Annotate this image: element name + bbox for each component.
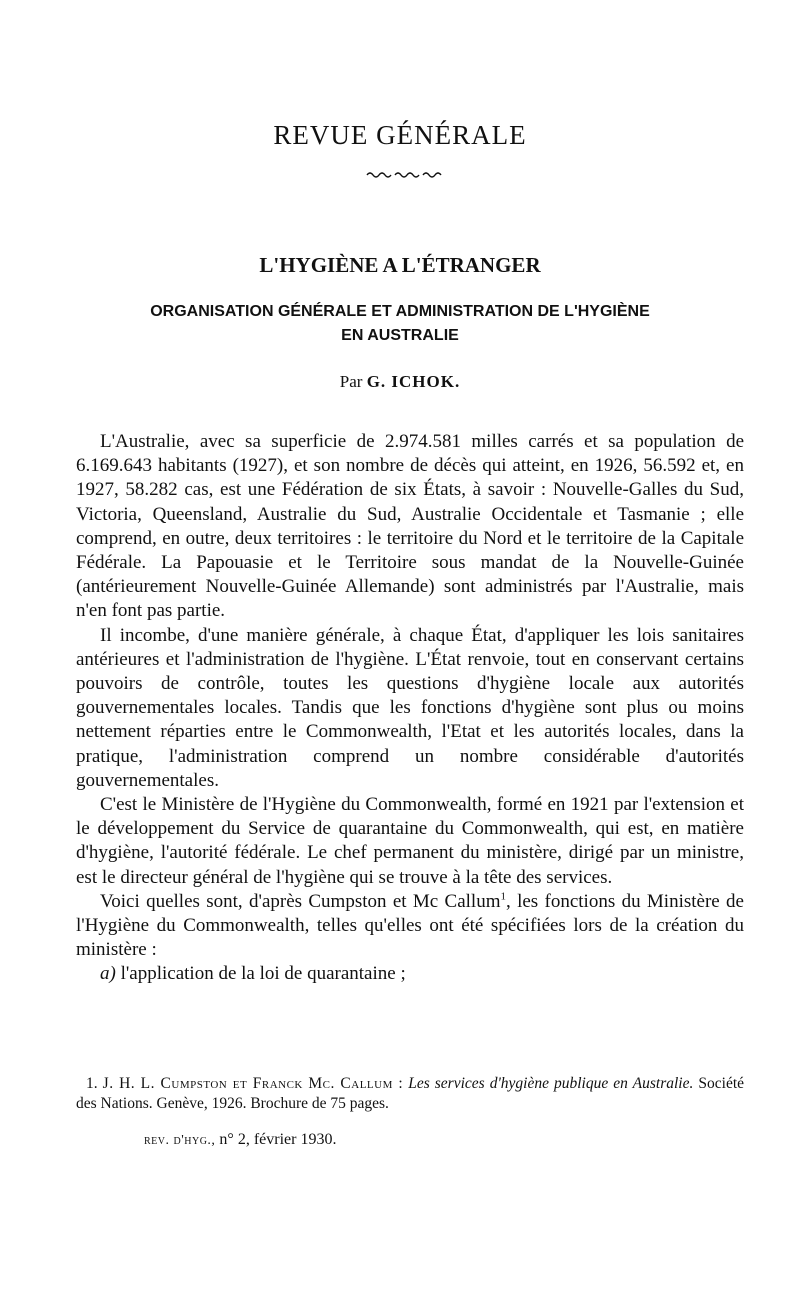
footnote-number: 1. [86, 1075, 98, 1092]
byline-prefix: Par [339, 372, 363, 391]
paragraph-4-text-b: , les fonctions du Ministère de l'Hygiène du Commonwealth, telles qu'elles ont été spécifiées lors de la création du ministère : [76, 890, 744, 961]
author-name: G. ICHOK. [366, 372, 461, 391]
subtitle-line-1: ORGANISATION GÉNÉRALE ET ADMINISTRATION DE L'HYGIÈNE [150, 303, 650, 320]
list-item-a-text: l'application de la loi de quarantaine ; [120, 963, 406, 985]
footnote [76, 1074, 744, 1114]
paragraph-1: L'Australie, avec sa superficie de 2.974.581 milles carrés et sa population de 6.169.643 habitants (1927), et son nombre de décès qui atteint, en 1926, 56.592 et, en 1927, 58.282 cas, est une Fédération de six États, à savoir : Nouvelle-Galles du Sud, Victoria, Queensland, Australie du Sud, Australie Occidentale et Tasmanie ; elle comprend, en outre, deux territoires : le territoire du Nord et le territoire de la Capitale Fédérale. La Papouasie et le Territoire sous mandat de la Nouvelle-Guinée (antérieurement Nouvelle-Guinée Allemande) sont administrés par l'Australie, mais n'en font pas partie. [76, 431, 744, 622]
issue-number-date: n° 2, février 1930. [219, 1131, 337, 1148]
footnote-title: Les services d'hygiène publique en Australie. [408, 1075, 694, 1092]
footnote-reference: 1 [500, 890, 506, 903]
issue-reference [144, 1131, 336, 1149]
article-body [76, 430, 744, 987]
subtitle-line-2: EN AUSTRALIE [341, 327, 459, 344]
byline [0, 372, 800, 392]
list-item-a-marker: a) [100, 963, 116, 985]
footnote-publication: Société des Nations. Genève, 1926. Brochure de 75 pages. [76, 1075, 745, 1112]
article-title: L'HYGIÈNE A L'ÉTRANGER [259, 253, 541, 277]
wave-ornament-icon [365, 168, 447, 180]
article-subtitle [80, 300, 720, 348]
journal-abbrev: rev. d'hyg., [144, 1133, 216, 1148]
section-title: REVUE GÉNÉRALE [273, 120, 527, 150]
paragraph-3: C'est le Ministère de l'Hygiène du Commonwealth, formé en 1921 par l'extension et le développement du Service de quarantaine du Commonwealth, qui est, en matière d'hygiène, l'autorité fédérale. Le chef permanent du ministère, dirigé par un ministre, est le directeur général de l'hygiène qui se trouve à la tête des services. [76, 794, 744, 888]
paragraph-4 [76, 890, 744, 963]
footnote-authors: J. H. L. Cumpston et Franck Mc. Callum : [102, 1075, 404, 1092]
list-item-a [76, 962, 744, 986]
paragraph-2: Il incombe, d'une manière générale, à chaque État, d'appliquer les lois sanitaires antérieures et l'administration de l'hygiène. L'État renvoie, tout en conservant certains pouvoirs de contrôle, toutes les questions d'hygiène locale aux autorités gouvernementales locales. Tandis que les fonctions d'hygiène sont plus ou moins nettement réparties entre le Commonwealth, l'Etat et les autorités locales, dans la pratique, l'administration comprend un nombre considérable d'autorités gouvernementales. [76, 624, 744, 791]
paragraph-4-text-a: Voici quelles sont, d'après Cumpston et Mc Callum [100, 890, 501, 912]
